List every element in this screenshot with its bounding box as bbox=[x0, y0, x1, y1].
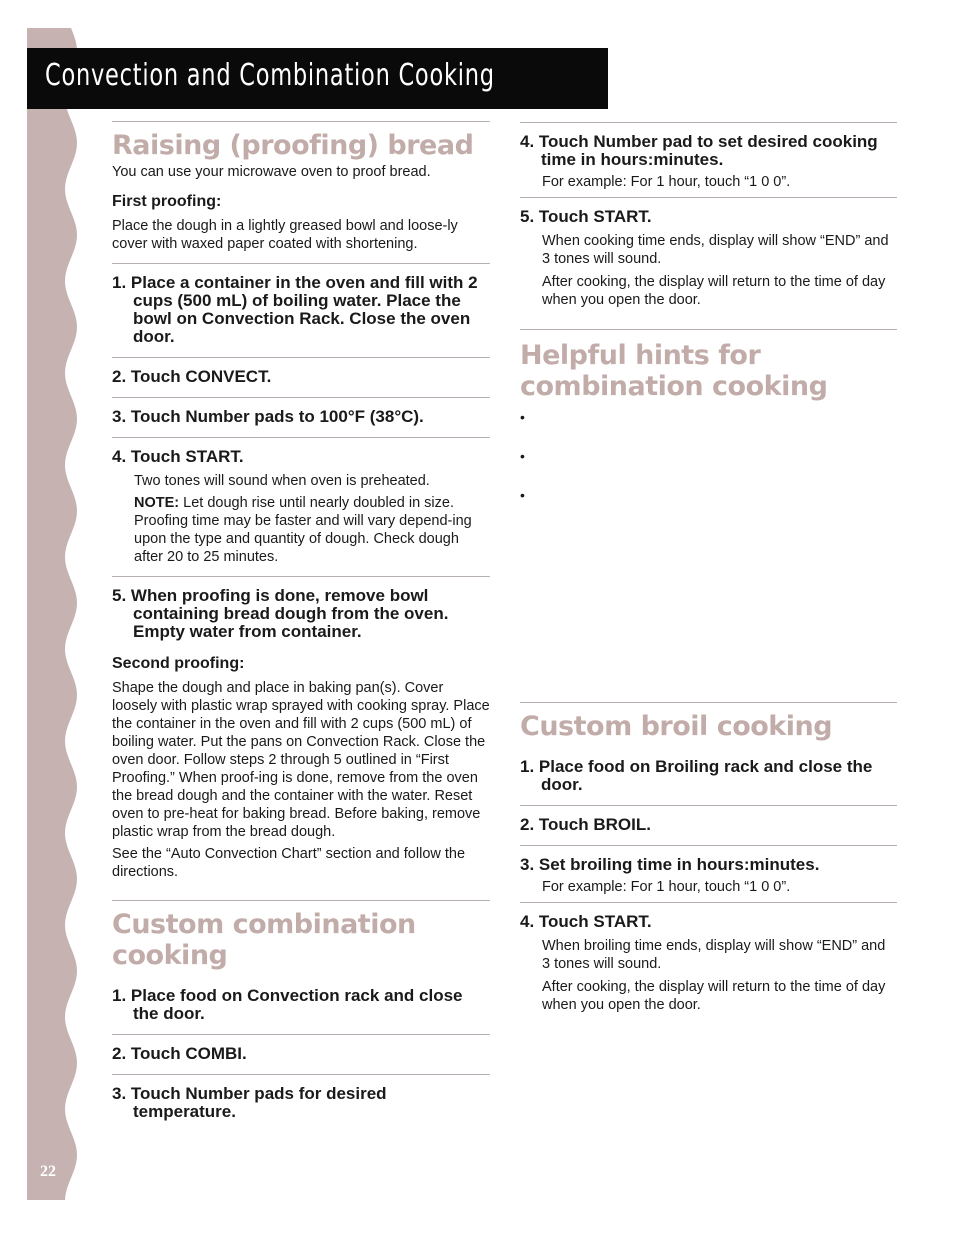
step-divider bbox=[112, 263, 490, 264]
hint-bullet: • bbox=[520, 448, 525, 464]
first-proofing-text: Place the dough in a lightly greased bowl and loose-ly cover with waxed paper coated with shortening. bbox=[112, 218, 458, 252]
hint-bullet: • bbox=[520, 487, 525, 503]
section-divider bbox=[112, 121, 490, 122]
second-proofing-heading: Second proofing: bbox=[112, 655, 245, 672]
page-number: 22 bbox=[40, 1163, 56, 1180]
combination-step-2: 2. Touch COMBI. bbox=[112, 1044, 247, 1063]
broil-step-1: 1. Place food on Broiling rack and close the door. bbox=[520, 757, 873, 794]
broil-step-4-note: When broiling time ends, display will show “END” and 3 tones will sound. bbox=[542, 938, 886, 972]
step-divider bbox=[520, 845, 897, 846]
combination-step-5-note: When cooking time ends, display will show “END” and 3 tones will sound. bbox=[542, 233, 889, 267]
broil-title: Custom broil cooking bbox=[520, 711, 833, 742]
see-chart-text: See the “Auto Convection Chart” section and follow the directions. bbox=[112, 846, 466, 880]
combination-step-5-note-2: After cooking, the display will return to the time of day when you open the door. bbox=[542, 274, 886, 308]
step-divider bbox=[112, 576, 490, 577]
raising-step-1: 1. Place a container in the oven and fill with 2 cups (500 mL) of boiling water. Place the bowl on Convection Rack. Close the oven door. bbox=[112, 273, 478, 346]
right-column bbox=[520, 122, 897, 1014]
step-divider bbox=[112, 1034, 490, 1035]
step-divider bbox=[112, 357, 490, 358]
raising-step-4-note: Two tones will sound when oven is preheated. bbox=[134, 473, 430, 489]
combination-step-1: 1. Place food on Convection rack and close the door. bbox=[112, 986, 463, 1023]
raising-intro: You can use your microwave oven to proof bread. bbox=[112, 164, 431, 180]
section-divider bbox=[520, 329, 897, 330]
combination-step-4: 4. Touch Number pad to set desired cooking time in hours:minutes. bbox=[520, 132, 878, 169]
step-divider bbox=[520, 805, 897, 806]
step-divider bbox=[112, 397, 490, 398]
combination-title: Custom combination cooking bbox=[112, 909, 416, 971]
step-divider bbox=[112, 1074, 490, 1075]
combination-step-3: 3. Touch Number pads for desired temperature. bbox=[112, 1084, 387, 1121]
combination-step-4-note: For example: For 1 hour, touch “1 0 0”. bbox=[542, 174, 791, 190]
broil-step-4: 4. Touch START. bbox=[520, 912, 652, 931]
note-text: Let dough rise until nearly doubled in size. Proofing time may be faster and will vary depend-ing upon the type and quantity of dough. Check dough after 20 to 25 minutes. bbox=[134, 495, 472, 565]
step-divider bbox=[520, 197, 897, 198]
raising-step-3: 3. Touch Number pads to 100°F (38°C). bbox=[112, 407, 424, 426]
first-proofing-heading: First proofing: bbox=[112, 193, 222, 210]
broil-step-2: 2. Touch BROIL. bbox=[520, 815, 651, 834]
broil-step-4-note-2: After cooking, the display will return to the time of day when you open the door. bbox=[542, 979, 886, 1013]
hint-bullet: • bbox=[520, 409, 525, 425]
combination-step-5: 5. Touch START. bbox=[520, 207, 652, 226]
wavy-band-graphic bbox=[27, 28, 81, 1200]
raising-title: Raising (proofing) bread bbox=[112, 130, 474, 161]
section-divider bbox=[112, 900, 490, 901]
page-title: Convection and Combination Cooking bbox=[45, 58, 495, 93]
broil-step-3-note: For example: For 1 hour, touch “1 0 0”. bbox=[542, 879, 791, 895]
step-divider bbox=[112, 437, 490, 438]
step-divider bbox=[520, 902, 897, 903]
raising-step-5: 5. When proofing is done, remove bowl containing bread dough from the oven. Empty water from container. bbox=[112, 586, 449, 641]
raising-step-4: 4. Touch START. bbox=[112, 447, 244, 466]
section-divider bbox=[520, 702, 897, 703]
left-column bbox=[112, 121, 490, 1121]
raising-step-2: 2. Touch CONVECT. bbox=[112, 367, 272, 386]
second-proofing-text: Shape the dough and place in baking pan(s). Cover loosely with plastic wrap sprayed with cooking spray. Place the container in the oven and fill with 2 cups (500 mL) of boiling water. Put the pans on Convection Rack. Close the oven door. Follow steps 2 through 5 outlined in “First Proofing.” When proof-ing is done, remove from the oven the bread dough and the container with the water. Reset oven to pre-heat for baking bread. Before baking, remove plastic wrap from the bread dough. bbox=[112, 680, 490, 840]
broil-step-3: 3. Set broiling time in hours:minutes. bbox=[520, 855, 820, 874]
step-divider bbox=[520, 122, 897, 123]
header-bar bbox=[27, 48, 608, 109]
decorative-side-band bbox=[27, 28, 81, 1200]
raising-step-4-note-2 bbox=[112, 494, 490, 566]
hints-title: Helpful hints for combination cooking bbox=[520, 340, 828, 402]
hints-list bbox=[520, 408, 897, 504]
note-label: NOTE: bbox=[134, 495, 180, 511]
